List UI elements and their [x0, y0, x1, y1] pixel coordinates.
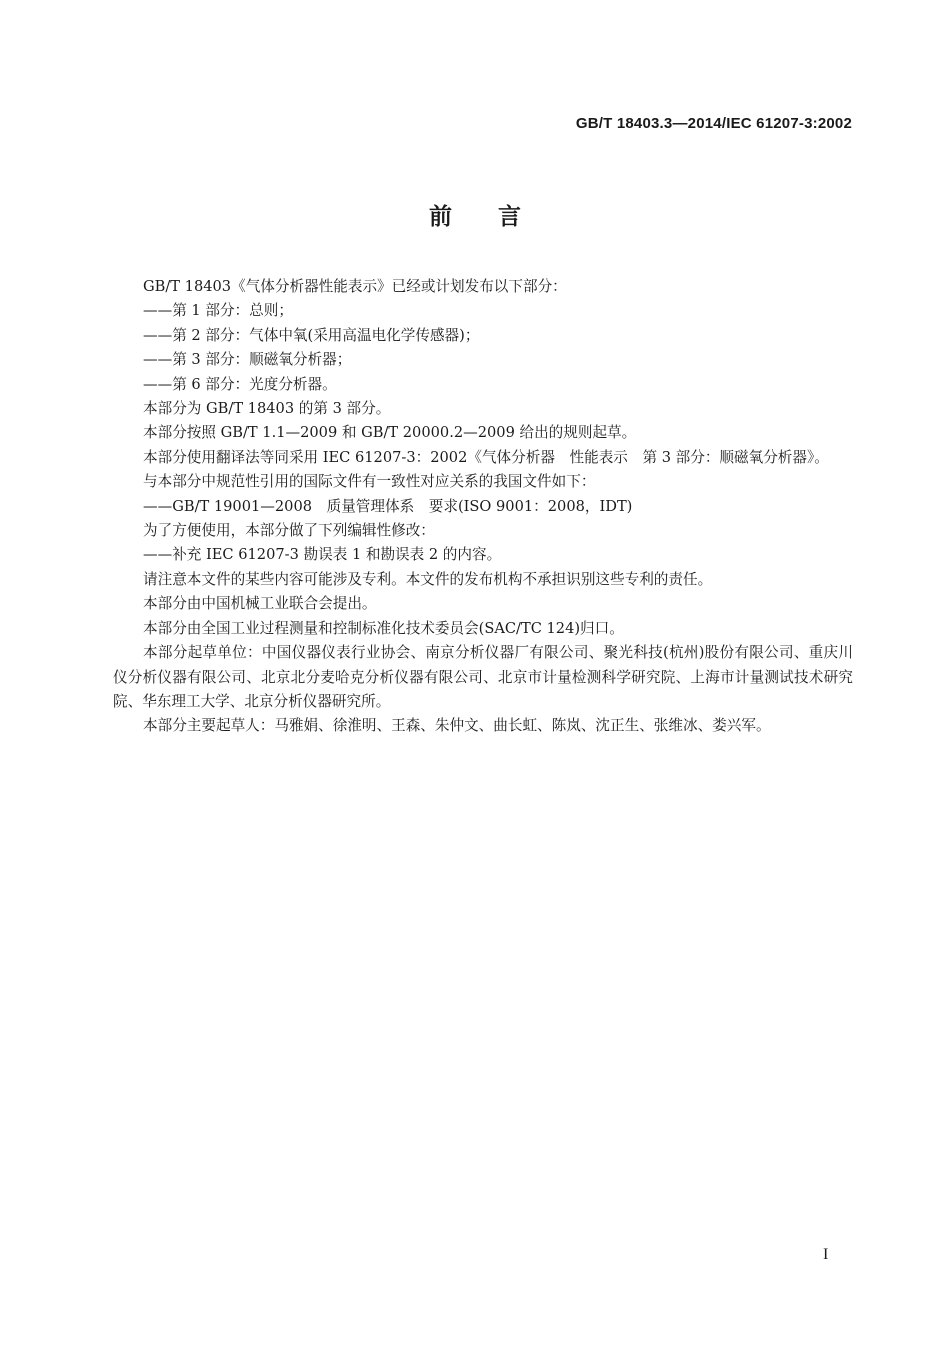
paragraph-drafting-rules: 本部分按照 GB/T 1.1—2009 和 GB/T 20000.2—2009 给出的规则起草。 [143, 424, 637, 442]
paragraph-series-intro: GB/T 18403《气体分析器性能表示》已经或计划发布以下部分： [143, 278, 567, 295]
paragraph-proposed-by: 本部分由中国机械工业联合会提出。 [143, 595, 377, 613]
list-item-part-3: ——第 3 部分：顺磁氧分析器； [143, 351, 352, 369]
document-body [113, 275, 853, 739]
paragraph-patent-notice: 请注意本文件的某些内容可能涉及专利。本文件的发布机构不承担识别这些专利的责任。 [143, 570, 713, 588]
list-item-corrigenda: ——补充 IEC 61207-3 勘误表 1 和勘误表 2 的内容。 [143, 546, 502, 564]
paragraph-adoption: 本部分使用翻译法等同采用 IEC 61207-3：2002《气体分析器 性能表示 第 3 部分：顺磁氧分析器》。 [143, 448, 829, 466]
paragraph-drafting-units: 本部分起草单位：中国仪器仪表行业协会、南京分析仪器厂有限公司、聚光科技(杭州)股份有限公司、重庆川仪分析仪器有限公司、北京北分麦哈克分析仪器有限公司、北京市计量检测科学研究院、上海市计量测试技术研究院、华东理工大学、北京分析仪器研究所。 [113, 644, 853, 710]
standard-code: GB/T 18403.3—2014/IEC 61207-3:2002 [575, 115, 852, 132]
list-item-part-1: ——第 1 部分：总则； [143, 302, 293, 320]
page-number: I [823, 1246, 829, 1263]
paragraph-centralized-by: 本部分由全国工业过程测量和控制标准化技术委员会(SAC/TC 124)归口。 [143, 619, 624, 637]
list-item-gbt19001: ——GB/T 19001—2008 质量管理体系 要求(ISO 9001：2008，IDT) [143, 497, 633, 515]
paragraph-drafters: 本部分主要起草人：马雅娟、徐淮明、王森、朱仲文、曲长虹、陈岚、沈正生、张维冰、娄兴军。 [143, 717, 771, 735]
paragraph-this-part: 本部分为 GB/T 18403 的第 3 部分。 [143, 400, 391, 418]
paragraph-editorial-changes: 为了方便使用，本部分做了下列编辑性修改： [143, 522, 435, 540]
paragraph-corresponding-docs: 与本部分中规范性引用的国际文件有一致性对应关系的我国文件如下： [143, 473, 596, 491]
list-item-part-2: ——第 2 部分：气体中氧(采用高温电化学传感器)； [143, 326, 480, 344]
page-title: 前言 [429, 204, 567, 230]
list-item-part-6: ——第 6 部分：光度分析器。 [143, 375, 337, 393]
